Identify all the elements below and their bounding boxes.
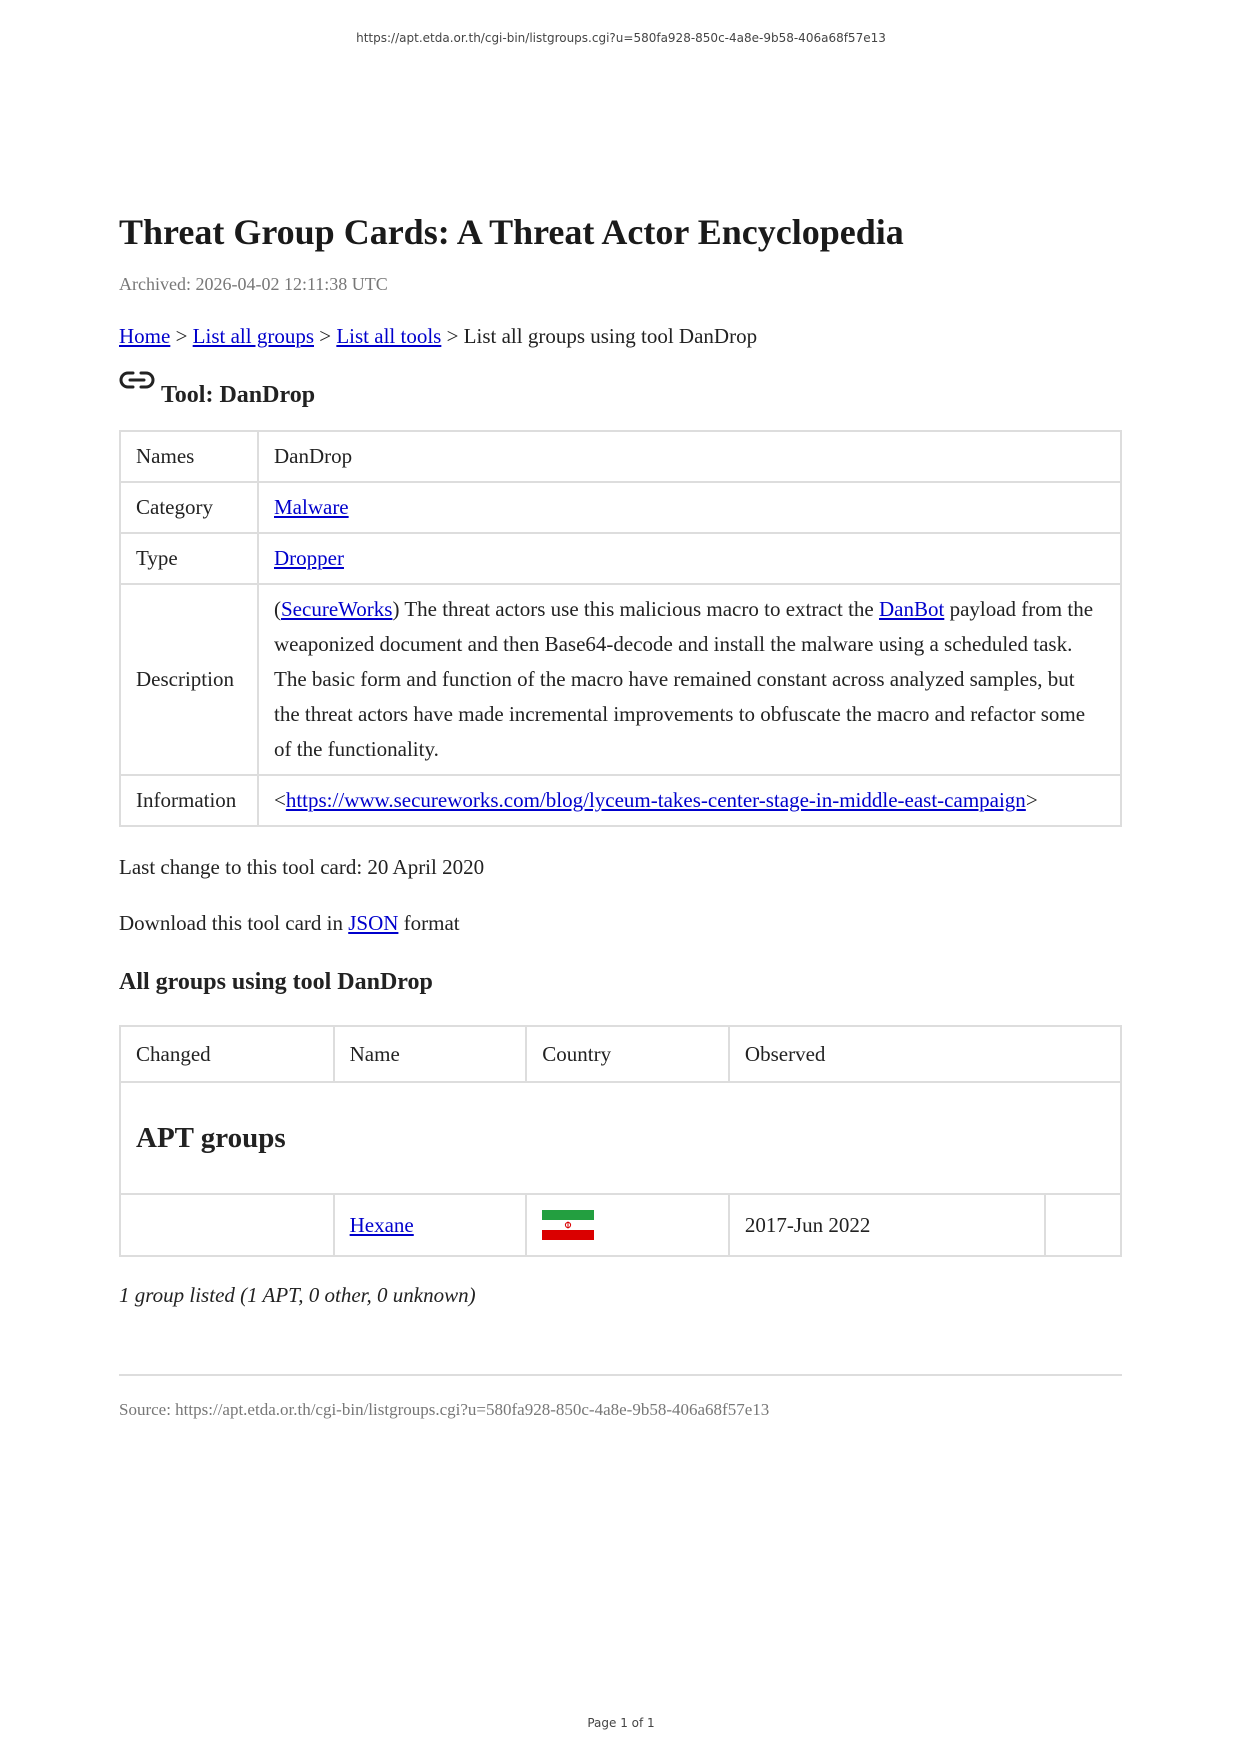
observed-cell: 2017-Jun 2022 — [729, 1194, 1045, 1256]
breadcrumb-home-link[interactable]: Home — [119, 324, 171, 348]
table-row — [120, 533, 1121, 584]
breadcrumb-current: > List all groups using tool DanDrop — [441, 324, 758, 348]
print-header-url: https://apt.etda.or.th/cgi-bin/listgroups.cgi?u=580fa928-850c-4a8e-9b58-406a68f57e13 — [356, 31, 886, 45]
page-number: Page 1 of 1 — [587, 1716, 655, 1730]
column-header-name: Name — [334, 1026, 527, 1082]
information-open-bracket: < — [274, 788, 286, 812]
type-label: Type — [120, 533, 258, 584]
table-header-row — [120, 1026, 1121, 1082]
description-text: ) The threat actors use this malicious macro to extract the — [392, 597, 879, 621]
breadcrumb — [119, 322, 1122, 350]
groups-heading: All groups using tool DanDrop — [119, 969, 433, 995]
type-cell — [258, 533, 1121, 584]
information-cell — [258, 775, 1121, 826]
names-label: Names — [120, 431, 258, 482]
tool-card-table — [119, 430, 1122, 827]
groups-table — [119, 1025, 1122, 1257]
link-icon — [119, 368, 155, 398]
section-row — [120, 1082, 1121, 1194]
category-label: Category — [120, 482, 258, 533]
source-url: Source: https://apt.etda.or.th/cgi-bin/listgroups.cgi?u=580fa928-850c-4a8e-9b58-406a68f57e13 — [119, 1400, 770, 1419]
download-line — [119, 909, 1122, 937]
information-label: Information — [120, 775, 258, 826]
tool-heading-text: Tool: DanDrop — [161, 382, 316, 408]
last-change-text: Last change to this tool card: 20 April 2020 — [119, 855, 485, 879]
download-text: format — [398, 911, 460, 935]
table-row — [120, 775, 1121, 826]
description-cell — [258, 584, 1121, 775]
json-download-link[interactable]: JSON — [348, 911, 399, 935]
changed-cell — [120, 1194, 334, 1256]
category-link[interactable]: Malware — [274, 495, 349, 519]
description-label: Description — [120, 584, 258, 775]
breadcrumb-separator: > — [170, 324, 193, 348]
iran-flag-icon — [542, 1210, 594, 1240]
secureworks-link[interactable]: SecureWorks — [281, 597, 393, 621]
type-link[interactable]: Dropper — [274, 546, 344, 570]
page-title: Threat Group Cards: A Threat Actor Encyclopedia — [119, 212, 904, 252]
apt-groups-section-title: APT groups — [120, 1082, 1121, 1194]
table-row — [120, 431, 1121, 482]
country-cell — [526, 1194, 729, 1256]
breadcrumb-tools-link[interactable]: List all tools — [336, 324, 442, 348]
group-name-link[interactable]: Hexane — [349, 1212, 414, 1237]
main-content — [119, 210, 1122, 1422]
names-value: DanDrop — [258, 431, 1121, 482]
column-header-country: Country — [526, 1026, 729, 1082]
name-cell — [334, 1194, 527, 1256]
table-row — [120, 482, 1121, 533]
empty-cell — [1045, 1194, 1121, 1256]
description-open-paren: ( — [274, 597, 281, 621]
information-close-bracket: > — [1025, 788, 1038, 812]
table-row — [120, 1194, 1121, 1256]
breadcrumb-groups-link[interactable]: List all groups — [192, 324, 314, 348]
column-header-changed: Changed — [120, 1026, 334, 1082]
tool-heading — [119, 380, 1122, 410]
groups-summary: 1 group listed (1 APT, 0 other, 0 unknown) — [119, 1283, 476, 1307]
description-text: payload from the weaponized document and then Base64-decode and install the malware using a scheduled task. The basic form and function of the macro have remained constant across analyzed samples, but the threat actors have made incremental improvements to obfuscate the macro and refactor some of the functionality. — [274, 597, 1094, 761]
archived-timestamp: Archived: 2026-04-02 12:11:38 UTC — [119, 274, 388, 294]
column-header-observed: Observed — [729, 1026, 1121, 1082]
breadcrumb-separator: > — [314, 324, 337, 348]
divider — [119, 1374, 1122, 1376]
information-link[interactable]: https://www.secureworks.com/blog/lyceum-takes-center-stage-in-middle-east-campaign — [285, 788, 1026, 812]
table-row — [120, 584, 1121, 775]
category-cell — [258, 482, 1121, 533]
download-text: Download this tool card in — [119, 911, 349, 935]
danbot-link[interactable]: DanBot — [878, 597, 945, 621]
